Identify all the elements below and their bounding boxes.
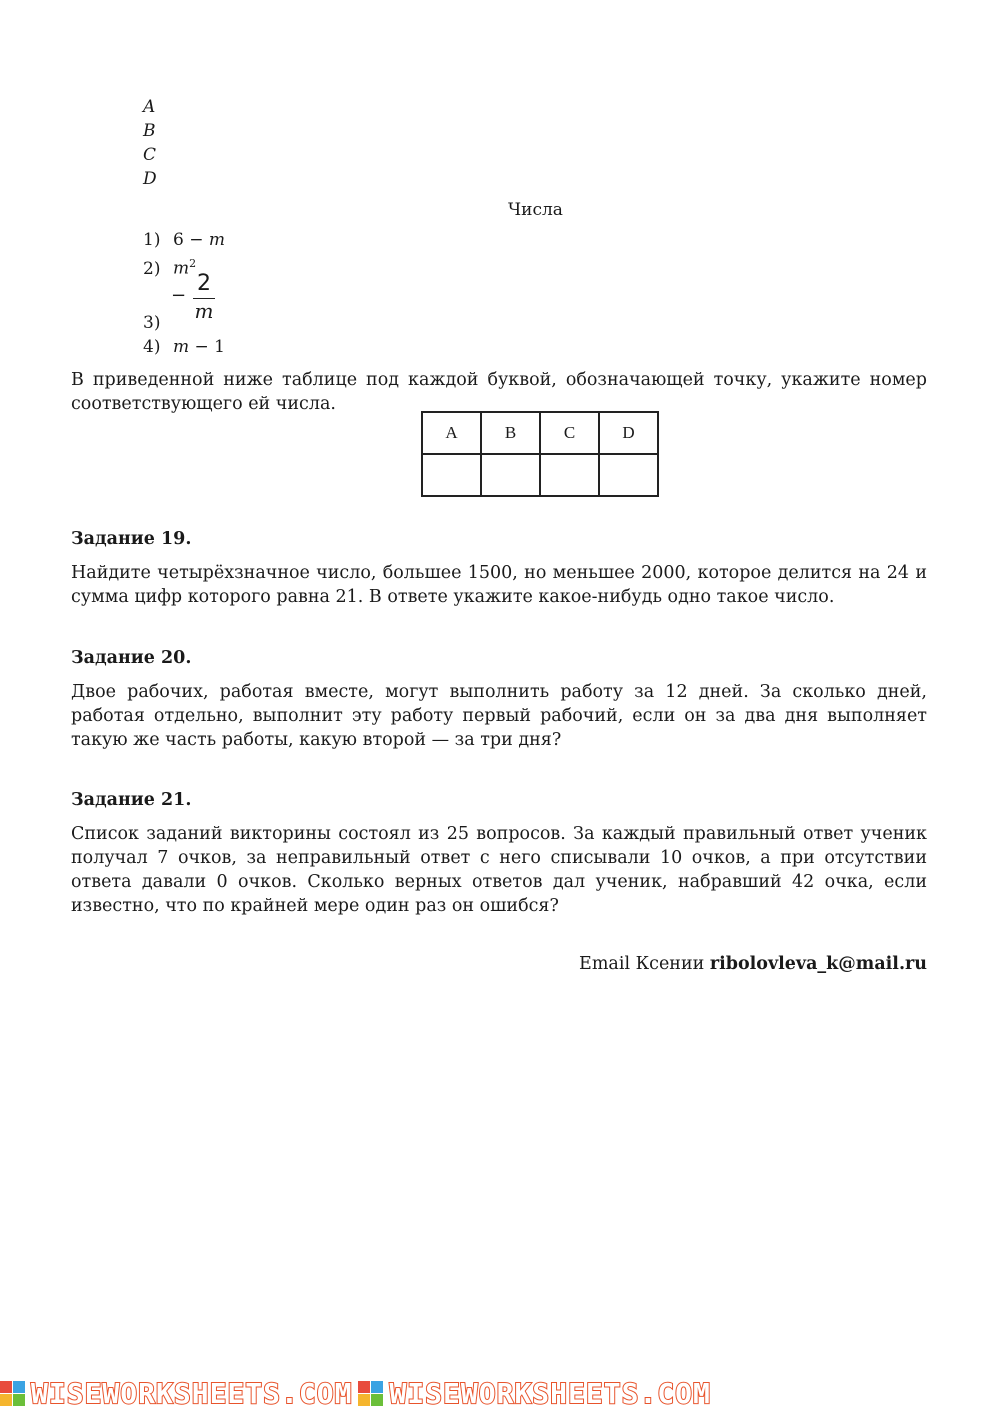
- option-exponent: 2: [189, 257, 197, 270]
- option-var: m: [173, 258, 190, 279]
- fraction-minus: −: [171, 285, 187, 306]
- fraction-numerator: 2: [197, 271, 211, 296]
- brand-text: WISEWORKSHEETS.COM: [389, 1376, 711, 1410]
- numbers-title: Числа: [508, 200, 563, 220]
- task-21-text: Список заданий викторины состоял из 25 вопросов. За каждый правильный ответ ученик получал 7 очков, за неправильный ответ с него списывали 10 очков, а при отсутствии ответа давали 0 очков. Сколько верных ответов дал ученик, набравший 42 очка, если известно, что по крайней мере один раз он ошибся?: [71, 824, 927, 916]
- option-number: 3): [143, 313, 161, 333]
- instruction-text: В приведенной ниже таблице под каждой буквой, обозначающей точку, укажите номер соответствующего ей числа.: [71, 370, 927, 414]
- table-header-c: C: [540, 412, 599, 454]
- brand-left: [0, 1377, 352, 1410]
- task-19-title: Задание 19.: [71, 529, 192, 549]
- author-email: [579, 954, 927, 974]
- option-var: m: [173, 337, 190, 357]
- fraction-denominator: m: [194, 299, 214, 323]
- answer-cell-b[interactable]: [481, 454, 540, 496]
- task-21-title: Задание 21.: [71, 790, 192, 810]
- letter-c: C: [143, 145, 157, 165]
- option-var: m: [208, 230, 225, 250]
- option-1: [143, 230, 225, 250]
- table-header-b: B: [481, 412, 540, 454]
- answer-cell-a[interactable]: [422, 454, 481, 496]
- option-expr: 6 −: [173, 230, 209, 250]
- table-header-d: D: [599, 412, 658, 454]
- letter-a: A: [143, 97, 156, 117]
- option-number: 2): [143, 258, 161, 279]
- letter-d: D: [143, 169, 157, 189]
- option-number: 4): [143, 337, 161, 357]
- task-20-text: Двое рабочих, работая вместе, могут выполнить работу за 12 дней. За сколько дней, работая отдельно, выполнит эту работу первый рабочий, если он за два дня выполняет такую же часть работы, какую второй — за три дня?: [71, 682, 927, 750]
- option-expr: − 1: [189, 337, 225, 357]
- email-label: Email Ксении: [579, 954, 710, 974]
- task-20-title: Задание 20.: [71, 648, 192, 668]
- letter-b: B: [143, 121, 156, 141]
- option-4: [143, 337, 225, 357]
- table-header-a: A: [422, 412, 481, 454]
- option-2: [143, 254, 196, 279]
- brand-text: WISEWORKSHEETS.COM: [31, 1376, 353, 1410]
- answer-cell-d[interactable]: [599, 454, 658, 496]
- email-address: ribolovleva_k@mail.ru: [709, 954, 927, 974]
- brand-right: [358, 1377, 710, 1410]
- logo-icon: [358, 1381, 383, 1406]
- answer-table: [421, 411, 659, 497]
- footer-watermark: [0, 1373, 1000, 1413]
- fraction: [193, 270, 215, 323]
- logo-icon: [0, 1381, 25, 1406]
- option-number: 1): [143, 230, 161, 250]
- task-19-text: Найдите четырёхзначное число, большее 1500, но меньшее 2000, которое делится на 24 и сумма цифр которого равна 21. В ответе укажите какое-нибудь одно такое число.: [71, 563, 927, 607]
- answer-cell-c[interactable]: [540, 454, 599, 496]
